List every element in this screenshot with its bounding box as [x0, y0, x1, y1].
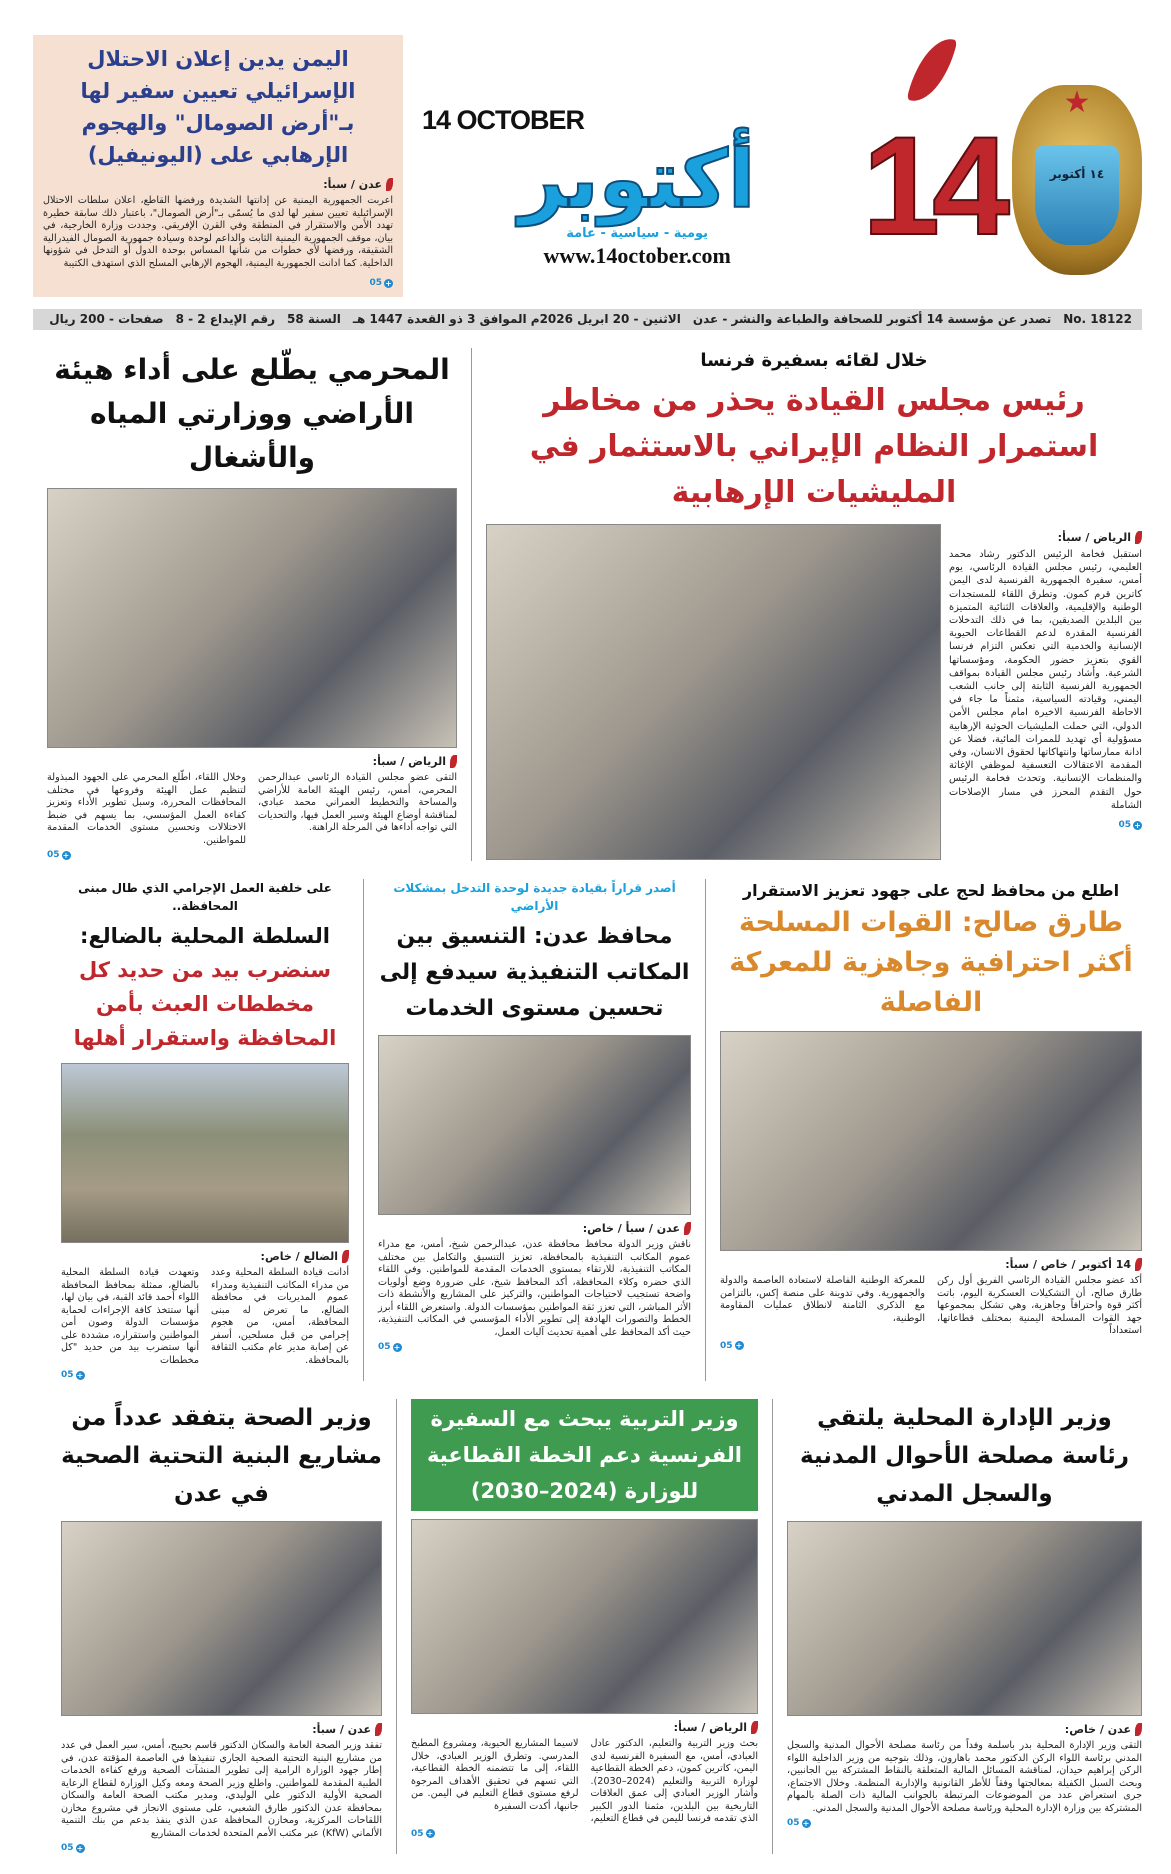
- story-body: التقى عضو مجلس القيادة الرئاسي عبدالرحمن المحرمي، أمس، رئيس الهيئة العامة للأراضي والمساحة والتخطيط العمراني محمد عبادي، لمناقشة أوضاع الهيئة وسير العمل فيها، والتحديات التي تواجه أداءها في المرحلة الراهنة.: [258, 772, 457, 833]
- masthead-number: 14: [862, 107, 1002, 264]
- masthead-title-en: 14 OCTOBER: [422, 105, 585, 135]
- story-headline: محافظ عدن: التنسيق بين المكاتب التنفيذية سيدفع إلى تحسين مستوى الخدمات: [379, 924, 690, 1021]
- row-3: [33, 1399, 1142, 1854]
- story-body: التقى وزير الإدارة المحلية بدر باسلمة وفداً من رئاسة مصلحة الأحوال المدنية والسجل المدني برئاسة اللواء الركن الدكتور محمد باهارون، وذلك بتوجيه من وزير الداخلية اللواء الركن إبراهيم حيدان، لمناقشة المسائل المالية المتعلقة بالنقاط المشتركة بين الجانبين، وبحث السبل الكفيلة بمعالجتها وفقاً للأطر القانونية والإدارية المنظمة. وخلال الاجتماع، جرى استعراض عدد من الموضوعات المرتبطة بالجوانب المالية ذات الصلة بالمهام المشتركة بين وزارة الإدارة المحلية ورئاسة مصلحة الأحوال المدنية والسجل المدني.: [787, 1740, 1142, 1814]
- story-headline: رئيس مجلس القيادة يحذر من مخاطر استمرار النظام الإيراني بالاستثمار في المليشيات الإرهابية: [529, 383, 1099, 510]
- masthead-name-group: [422, 35, 852, 269]
- story-headline: المحرمي يطّلع على أداء هيئة الأراضي ووزارتي المياه والأشغال: [54, 353, 450, 474]
- continued-link[interactable]: 05 +: [787, 1818, 810, 1828]
- issue-number: No. 18122: [1063, 312, 1132, 326]
- plus-icon: +: [393, 1342, 401, 1352]
- quill-icon: [684, 1222, 691, 1235]
- headline-red: سنضرب بيد من حديد كل مخططات العبث بأمن المحافظة واستقرار أهلها: [73, 958, 337, 1050]
- dateline-text: الرياض / سبأ:: [372, 755, 446, 768]
- story-tareq-saleh: [720, 879, 1142, 1381]
- story-headline: [61, 919, 349, 1055]
- story-body: أدانت قيادة السلطة المحلية وعدد من مدراء المكاتب التنفيذية ومدراء عموم المديريات في محافظة الضالع، ما تعرض له مبنى المحافظة، أمس، من هجوم إجرامي من قبل مسلحين، أسفر عن إصابة مدير عام مكتب الثقافة بالمحافظة.: [211, 1267, 349, 1366]
- quill-icon: [1135, 1723, 1142, 1736]
- publisher: تصدر عن مؤسسة 14 أكتوبر للصحافة والطباعة والنشر - عدن: [692, 312, 1052, 326]
- dateline-text: الرياض / سبأ:: [673, 1721, 747, 1734]
- deposit-number: رقم الإيداع 2 - 8: [175, 312, 275, 326]
- brief-body: اعربت الجمهورية اليمنية عن إدانتها الشديدة ورفضها القاطع، اعلان سلطات الاحتلال الإسرائيلية تعيين سفير لها لدى ما يُسمّى بـ"أرض الصومال"، باعتبار ذلك سابقة خطيرة تهدد الأمن والاستقرار في المنطقة وفي القرن الإفريقي. وجددت وزارة الخارجية، في بيان، موقف الجمهورية اليمنية الثابت والداعم لوحدة وسيادة جمهورية الصومال الفيدرالية الشقيقة، ورفضها لأي خطوات من شأنها المساس بوحدة الدول أو التدخل في شؤونها الداخلية. كما ادانت الجمهورية اليمنية، الهجوم الإرهابي المسلح الذي استهدف الكتيبة: [43, 195, 393, 269]
- masthead-title-ar: أكتوبر: [518, 133, 756, 226]
- brief-headline: اليمن يدين إعلان الاحتلال الإسرائيلي تعيين سفير لها بـ"أرض الصومال" والهجوم الإرهابي على (اليونيفيل): [80, 47, 356, 167]
- masthead-url[interactable]: www.14october.com: [543, 243, 731, 268]
- dateline-text: الرياض / سبأ:: [1057, 531, 1131, 544]
- story-aden-governor: [378, 879, 706, 1381]
- story-kicker: اطلع من محافظ لحج على جهود تعزيز الاستقرار: [742, 881, 1120, 900]
- plus-icon: +: [62, 850, 70, 860]
- story-photo: [411, 1519, 758, 1714]
- dateline-text: عدن / خاص:: [1064, 1723, 1131, 1736]
- plus-icon: +: [76, 1843, 84, 1853]
- continued-link[interactable]: 05 +: [61, 1843, 84, 1853]
- quill-icon: [1135, 531, 1142, 544]
- story-kicker: خلال لقائه بسفيرة فرنسا: [700, 350, 928, 371]
- quill-icon: [375, 1723, 382, 1736]
- story-body: تفقد وزير الصحة العامة والسكان الدكتور قاسم بحيبح، أمس، سير العمل في عدد من مشاريع البنية التحتية الصحية الجاري تنفيذها في العاصمة المؤقتة عدن، في إطار جهود الوزارة الرامية إلى تطوير المنشآت الصحية ورفع كفاءة الخدمات الطبية المقدمة للمواطنين. واطلع وزير الصحة ومعه وكيل الوزارة لقطاع الرعاية الصحية الأولية الدكتور علي الوليدي، ومدير مكتب الصحة العامة والسكان بمحافظة عدن الدكتور طارق الشعبي، على مستوى الانجاز في مشروع مخازن اللقاحات المركزية، ومخازن المحافظة عدن الذي ينفذ بدعم من بنك التنمية الألماني (KfW) عبر مكتب الأمم المتحدة لخدمات المشاريع: [61, 1740, 382, 1839]
- continued-link[interactable]: 05 +: [61, 1370, 84, 1380]
- issue-date: الاثنين - 20 ابريل 2026م الموافق 3 ذو القعدة 1447 هـ: [352, 312, 681, 326]
- continued-link[interactable]: 05 +: [720, 1340, 743, 1351]
- masthead-number-group: [862, 35, 1002, 264]
- medal-badge-logo: [1012, 85, 1142, 275]
- continued-link[interactable]: 05 +: [1118, 820, 1141, 831]
- dateline-text: عدن / سبأ:: [312, 1723, 371, 1736]
- row-2: [33, 879, 1142, 1381]
- continued-link[interactable]: 05 +: [411, 1828, 434, 1839]
- plus-icon: +: [1134, 820, 1141, 830]
- story-main: [486, 348, 1142, 861]
- plus-icon: +: [76, 1370, 84, 1380]
- story-headline: وزير الصحة يتفقد عدداً من مشاريع البنية التحتية الصحية في عدن: [61, 1405, 382, 1507]
- story-body: أكد عضو مجلس القيادة الرئاسي الفريق أول ركن طارق صالح، أن التشكيلات العسكرية اليوم، باتت أكثر قوة واحترافاً وجاهزية، وهي تشكل بمجموعها جهد القوات المسلحة اليمنية بمختلف قطاعاتها، استعداداً: [937, 1275, 1142, 1336]
- plus-icon: +: [385, 278, 392, 288]
- quill-icon: [450, 755, 457, 768]
- continued-link[interactable]: 05 +: [47, 850, 70, 860]
- row-1: [33, 348, 1142, 861]
- story-health-minister: [61, 1399, 397, 1854]
- quill-icon: [751, 1721, 758, 1734]
- dateline-text: عدن / سبأ / خاص:: [582, 1222, 680, 1235]
- story-body: للمعركة الوطنية الفاصلة لاستعادة العاصمة والدولة والجمهورية. وفي تدوينة على منصة إكس، بالتزامن مع الذكرى الثامنة لانطلاق عمليات المقاومة الوطنية،: [720, 1275, 925, 1324]
- quill-icon: [386, 178, 393, 191]
- story-body: ناقش وزير الدولة محافظ محافظة عدن، عبدالرحمن شيخ، أمس، مع مدراء عموم المكاتب التنفيذية بالمحافظة، تعزيز التنسيق والتكامل بين مختلف المكاتب التنفيذية، للارتقاء بمستوى الخدمات المقدمة للمواطنين. وفي اللقاء الذي حضره وكلاء المحافظة، أكد المحافظ شيخ، على ضرورة وضع أولويات واضحة تستجيب لاحتياجات المواطنين، والتركيز على المشاريع والأنشطة ذات الأثر المباشر، التي تعزز ثقة المواطنين بمؤسسات الدولة. واستعرض اللقاء أبرز الخطط والتصورات الهادفة إلى تطوير الأداء المؤسسي في المكاتب التنفيذية، حيث أكد المحافظ على أهمية تحديث آليات العمل،: [378, 1239, 691, 1338]
- masthead: [422, 35, 1142, 275]
- continued-link[interactable]: 05 +: [378, 1342, 401, 1352]
- plus-icon: +: [735, 1341, 743, 1350]
- star-icon: ★: [1063, 85, 1091, 120]
- story-body: وتعهدت قيادة السلطة المحلية بالضالع، ممثلة بمحافظ المحافظة اللواء أحمد قائد القبة، في بيان لها، أنها ستتخذ كافة الإجراءات لحماية مؤسسات الدولة وصون أمن المواطنين واستقراره، مشددة على أنها ستضرب بيد من حديد "كل مخططات: [61, 1267, 199, 1366]
- plus-icon: +: [426, 1829, 434, 1838]
- story-photo: [47, 488, 457, 748]
- story-mahrami: [47, 348, 472, 861]
- story-dhale: [61, 879, 364, 1381]
- story-photo: [378, 1035, 691, 1215]
- story-education-minister: [411, 1399, 773, 1854]
- masthead-tagline: يومية - سياسية - عامة: [566, 226, 709, 241]
- story-photo: [61, 1063, 349, 1243]
- dateline-text: 14 أكتوبر / خاص / سبأ:: [1005, 1258, 1131, 1271]
- page-header: [33, 35, 1142, 297]
- story-headline: وزير الإدارة المحلية يلتقي رئاسة مصلحة الأحوال المدنية والسجل المدني: [799, 1405, 1130, 1507]
- dateline-text: عدن / سبأ:: [323, 178, 382, 191]
- story-local-admin-minister: [787, 1399, 1142, 1854]
- story-body: وخلال اللقاء، اطّلع المحرمي على الجهود المبذولة لتنظيم عمل الهيئة وفروعها في مختلف المحافظات المحررة، وسبل تطوير الأداء وتعزيز كفاءة العمل المؤسسي، بما يسهم في ضبط الاختلالات وتحسين مستوى الخدمات المقدمة للمواطنين.: [47, 772, 246, 846]
- story-kicker: أصدر قراراً بقيادة جديدة لوحدة التدخل بمشكلات الأراضي: [393, 881, 676, 913]
- story-headline: طارق صالح: القوات المسلحة أكثر احترافية وجاهزية للمعركة الفاصلة: [729, 907, 1133, 1018]
- issue-year: السنة 58: [286, 312, 341, 326]
- story-photo: [486, 524, 941, 860]
- quill-icon: [1135, 1258, 1142, 1271]
- pages-price: صفحات - 200 ريال: [49, 312, 164, 326]
- flame-icon: [907, 32, 958, 108]
- brief-dateline: [43, 177, 393, 192]
- story-photo: [720, 1031, 1142, 1251]
- top-brief-box: [33, 35, 403, 297]
- story-photo: [61, 1521, 382, 1716]
- story-headline: وزير التربية يبحث مع السفيرة الفرنسية دعم الخطة القطاعية للوزارة (2024–2030): [411, 1399, 758, 1511]
- plus-icon: +: [802, 1818, 810, 1828]
- badge-text: ١٤ أكتوبر: [1035, 145, 1119, 245]
- story-body: لاسيما المشاريع الحيوية، ومشروع المطبخ المدرسي. وتطرق الوزير العبادي، خلال اللقاء، إلى ما تتضمنه الخطة القطاعية، التي تسهم في تحقيق الأهداف المرجوة لرفع مستوى قطاع التعليم في اليمن. من جانبها، أكدت السفيرة: [411, 1738, 579, 1812]
- headline-black: السلطة المحلية بالضالع:: [80, 924, 330, 948]
- story-body: استقبل فخامة الرئيس الدكتور رشاد محمد العليمي، رئيس مجلس القيادة الرئاسي، يوم أمس، سفيرة الجمهورية الفرنسية لدى اليمن كاترين قرم كمون. وتطرق اللقاء للمستجدات الوطنية والإقليمية، والعلاقات الثنائية المتميزة بين البلدين الصديقين، بما في ذلك التدخلات الفرنسية المقدرة لدعم القطاعات الحيوية الإنسانية والخدمية التي تعكس التزام فرنسا القوي بتعزيز حضور الحكومة، ومؤسساتها الشرعية. وأشاد رئيس مجلس القيادة بمواقف الجمهورية الفرنسية الثابتة إلى جانب الشعب اليمني، وقيادته السياسية، مثمناً ما جاء في الاحاطة الفرنسية الاخيرة امام مجلس الأمن الدولي، التي حملت المليشيات الحوثية الإرهابية مسؤولية أي تهديد للممرات المائية، فضلا عن ادانة ممارساتها وانتهاكاتها لحقوق الانسان، وفي المقدمة الاعتقالات التعسفية لموظفي الإغاثة والمنظمات الإنسانية. وتحدث فخامة الرئيس حول التقدم المحرز في مسار الإصلاحات الشاملة: [949, 549, 1142, 811]
- quill-icon: [342, 1250, 349, 1263]
- dateline-text: الضالع / خاص:: [260, 1250, 338, 1263]
- story-body: بحث وزير التربية والتعليم، الدكتور عادل العبادي، أمس، مع السفيرة الفرنسية لدى اليمن، كاترين كمون، دعم الخطة القطاعية لوزارة التربية والتعليم (2024–2030). وأشار الوزير العبادي إلى عمق العلاقات التاريخية بين البلدين، مثمنا الدور الكبير الذي تقدمه فرنسا لليمن في قطاع التعليم،: [590, 1738, 758, 1824]
- continued-link[interactable]: 05 +: [369, 278, 392, 288]
- story-kicker: على خلفية العمل الإجرامي الذي طال مبنى المحافظة..: [78, 881, 332, 913]
- issue-info-strip: [33, 309, 1142, 330]
- story-photo: [787, 1521, 1142, 1716]
